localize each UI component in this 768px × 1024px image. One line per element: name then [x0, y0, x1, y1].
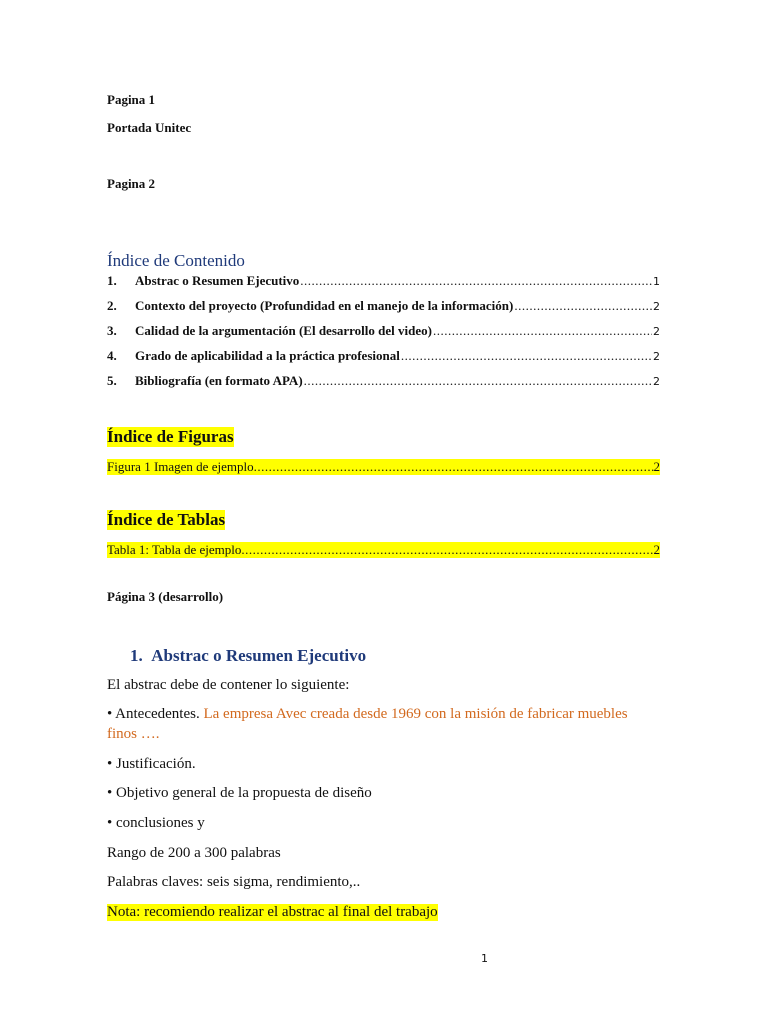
toc-entry[interactable] [107, 373, 660, 389]
toc-entry-page: 2 [653, 375, 660, 388]
section-heading [130, 646, 366, 666]
toc-entry-number: 5. [107, 373, 117, 388]
toc-entry-page: 1 [653, 275, 660, 288]
toc-entry-page: 2 [653, 350, 660, 363]
toc-entry-number: 4. [107, 348, 117, 363]
toc-entry[interactable] [107, 298, 660, 314]
note-highlight: Nota: recomiendo realizar el abstrac al final del trabajo [107, 904, 438, 920]
toc-entry-title: Contexto del proyecto (Profundidad en el manejo de la información) [135, 298, 514, 313]
keywords: Palabras claves: seis sigma, rendimiento,.. [107, 874, 361, 890]
section-title: Abstrac o Resumen Ejecutivo [151, 646, 367, 665]
bullet-label: • Antecedentes. [107, 706, 204, 722]
figure-index-entry[interactable] [107, 459, 660, 475]
toc-entry-title: Abstrac o Resumen Ejecutivo [135, 273, 300, 288]
word-range: Rango de 200 a 300 palabras [107, 845, 281, 861]
page1-label: Pagina 1 [107, 92, 156, 107]
table-index-entry[interactable] [107, 542, 660, 558]
toc-entry[interactable] [107, 348, 660, 364]
toc-entry-number: 3. [107, 323, 117, 338]
tables-heading: Índice de Tablas [107, 510, 226, 529]
toc-leader [401, 348, 652, 364]
toc-leader [304, 373, 652, 389]
bullet-conclusiones: • conclusiones y [107, 815, 205, 831]
toc-entry-page: 2 [653, 325, 660, 338]
page2-label: Pagina 2 [107, 176, 156, 191]
section-number: 1. [130, 646, 143, 665]
toc-leader [433, 323, 652, 339]
figures-heading: Índice de Figuras [107, 427, 234, 446]
table-entry-page: 2 [653, 542, 660, 557]
figure-leader [254, 459, 654, 475]
toc-entry-page: 2 [653, 300, 660, 313]
toc-heading: Índice de Contenido [107, 251, 245, 270]
page-number: 1 [481, 952, 488, 965]
toc-leader [514, 298, 652, 314]
table-entry-title: Tabla 1: Tabla de ejemplo [107, 542, 242, 557]
toc-entry-number: 2. [107, 298, 117, 313]
bullet-antecedentes [107, 706, 628, 723]
bullet-objetivo: • Objetivo general de la propuesta de diseño [107, 785, 372, 801]
bullet-orange-continuation: finos …. [107, 726, 160, 742]
figure-entry-title: Figura 1 Imagen de ejemplo [107, 459, 254, 474]
toc-entry[interactable] [107, 273, 660, 289]
table-leader [241, 542, 653, 558]
section-intro: El abstrac debe de contener lo siguiente: [107, 677, 350, 693]
bullet-justificacion: • Justificación. [107, 756, 196, 772]
bullet-orange-text: La empresa Avec creada desde 1969 con la misión de fabricar muebles [203, 706, 628, 722]
toc-entry[interactable] [107, 323, 660, 339]
toc-entry-title: Bibliografía (en formato APA) [135, 373, 303, 388]
toc-leader [300, 273, 652, 289]
page3-label: Página 3 (desarrollo) [107, 589, 224, 604]
figure-entry-page: 2 [653, 459, 660, 474]
toc-entry-title: Calidad de la argumentación (El desarrollo del video) [135, 323, 432, 338]
toc-entry-number: 1. [107, 273, 117, 288]
cover-label: Portada Unitec [107, 120, 192, 135]
toc-entry-title: Grado de aplicabilidad a la práctica profesional [135, 348, 400, 363]
